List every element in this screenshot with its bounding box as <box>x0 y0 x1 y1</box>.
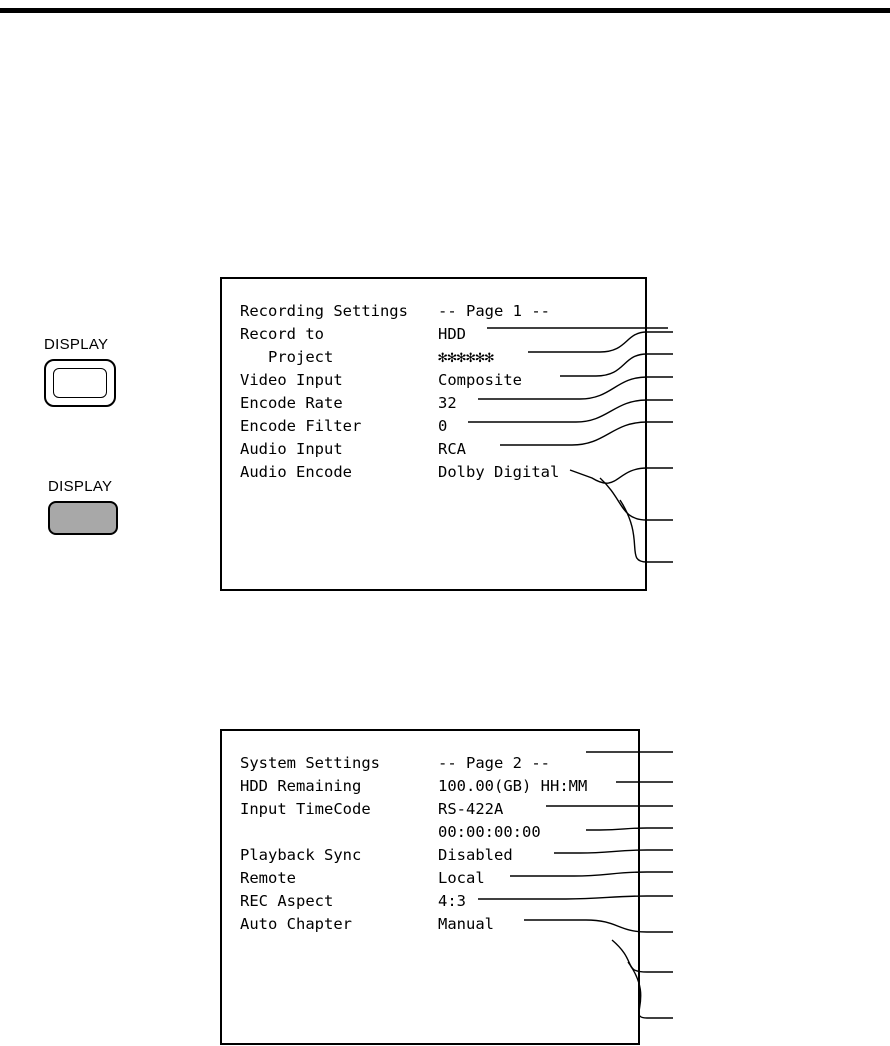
setting-row-playback-sync[interactable] <box>240 843 632 866</box>
display-button-label-2: DISPLAY <box>48 478 113 495</box>
display-button-outline[interactable] <box>44 359 116 407</box>
setting-label-audio-input: Audio Input <box>240 439 343 458</box>
panel-title-label-2: System Settings <box>240 753 380 772</box>
setting-row-encode-filter[interactable] <box>240 414 639 437</box>
panel-page-indicator-2: -- Page 2 -- <box>438 753 550 772</box>
setting-value-rec-aspect[interactable]: 4:3 <box>438 891 466 910</box>
setting-label-auto-chapter: Auto Chapter <box>240 914 352 933</box>
setting-label-rec-aspect: REC Aspect <box>240 891 334 910</box>
setting-value-project[interactable]: ✻✻✻✻✻✻ <box>438 347 494 366</box>
setting-row-audio-encode[interactable] <box>240 460 639 483</box>
setting-value-audio-input[interactable]: RCA <box>438 439 466 458</box>
setting-label-playback-sync: Playback Sync <box>240 845 362 864</box>
panel-title-row <box>240 299 639 322</box>
setting-label-audio-encode: Audio Encode <box>240 462 352 481</box>
setting-label-project: Project <box>240 347 334 366</box>
recording-settings-rows <box>240 299 639 483</box>
setting-value-hdd-remaining: 100.00(GB) HH:MM <box>438 776 588 795</box>
setting-row-input-timecode[interactable] <box>240 797 632 820</box>
setting-value-encode-filter[interactable]: 0 <box>438 416 448 435</box>
setting-row-hdd-remaining[interactable] <box>240 774 632 797</box>
setting-row-encode-rate[interactable] <box>240 391 639 414</box>
system-settings-panel <box>220 729 640 1045</box>
setting-value-audio-encode[interactable]: Dolby Digital <box>438 462 560 481</box>
setting-row-audio-input[interactable] <box>240 437 639 460</box>
setting-value-record-to[interactable]: HDD <box>438 324 466 343</box>
setting-value-auto-chapter[interactable]: Manual <box>438 914 494 933</box>
setting-value-video-input[interactable]: Composite <box>438 370 522 389</box>
setting-row-project[interactable] <box>240 345 639 368</box>
setting-label-input-timecode: Input TimeCode <box>240 799 371 818</box>
setting-value-remote[interactable]: Local <box>438 868 485 887</box>
setting-row-rec-aspect[interactable] <box>240 889 632 912</box>
display-button-outline-group <box>44 336 144 407</box>
setting-row-record-to[interactable] <box>240 322 639 345</box>
setting-label-remote: Remote <box>240 868 296 887</box>
system-settings-rows <box>240 751 632 935</box>
setting-label-record-to: Record to <box>240 324 324 343</box>
setting-label-encode-filter: Encode Filter <box>240 416 362 435</box>
setting-value-input-timecode[interactable]: RS-422A <box>438 799 504 818</box>
header-rule <box>0 8 890 13</box>
display-button-filled[interactable] <box>48 501 118 535</box>
setting-value-timecode-value[interactable]: 00:00:00:00 <box>438 822 541 841</box>
setting-row-auto-chapter[interactable] <box>240 912 632 935</box>
panel-title-label: Recording Settings <box>240 301 408 320</box>
setting-label-encode-rate: Encode Rate <box>240 393 343 412</box>
display-button-filled-group <box>48 478 148 535</box>
display-button-label-1: DISPLAY <box>44 336 109 353</box>
setting-row-remote[interactable] <box>240 866 632 889</box>
setting-row-timecode-value[interactable] <box>240 820 632 843</box>
setting-label-video-input: Video Input <box>240 370 343 389</box>
panel-title-row-2 <box>240 751 632 774</box>
setting-label-hdd-remaining: HDD Remaining <box>240 776 362 795</box>
recording-settings-panel <box>220 277 647 591</box>
setting-value-playback-sync[interactable]: Disabled <box>438 845 513 864</box>
setting-row-video-input[interactable] <box>240 368 639 391</box>
panel-page-indicator: -- Page 1 -- <box>438 301 550 320</box>
setting-value-encode-rate[interactable]: 32 <box>438 393 457 412</box>
